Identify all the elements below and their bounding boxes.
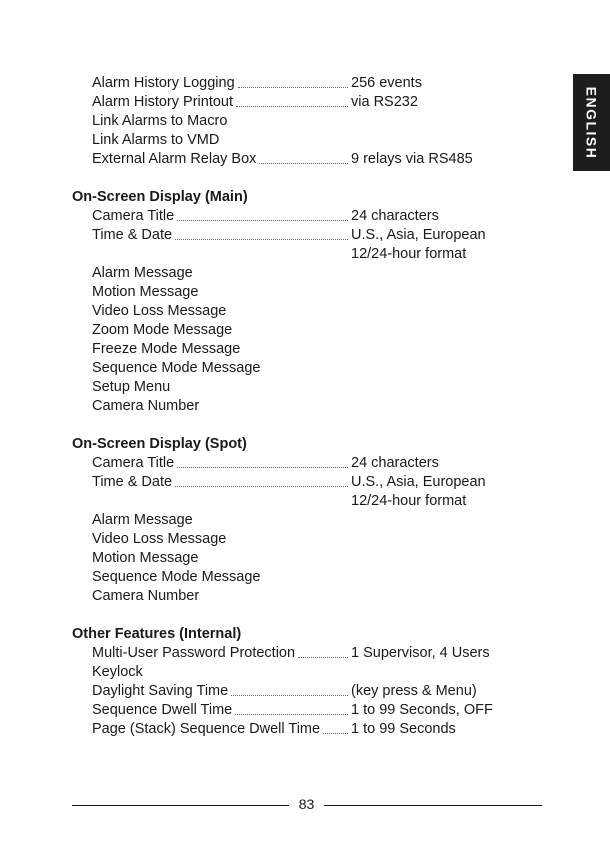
footer-rule [72, 805, 289, 806]
spec-row [72, 549, 542, 568]
spec-row [72, 245, 542, 264]
spec-value: 12/24-hour format [351, 493, 467, 509]
dot-leader [323, 733, 348, 734]
spec-row [72, 302, 542, 321]
spec-label: External Alarm Relay Box [92, 151, 257, 167]
section-heading: On-Screen Display (Main) [72, 189, 248, 205]
spec-label: Camera Title [92, 208, 175, 224]
spec-label: Motion Message [92, 284, 199, 300]
spec-label: Daylight Saving Time [92, 683, 229, 699]
dot-leader [231, 695, 348, 696]
footer-rule [324, 805, 542, 806]
dot-leader [238, 87, 348, 88]
spec-row [72, 321, 542, 340]
spec-row [72, 473, 542, 492]
spec-row [72, 454, 542, 473]
spec-row [72, 112, 542, 131]
spec-label: Camera Title [92, 455, 175, 471]
spec-label: Keylock [92, 664, 143, 680]
page-number: 83 [298, 796, 315, 812]
spec-row [72, 226, 542, 245]
spec-value: 24 characters [351, 455, 439, 471]
spec-label: Alarm History Logging [92, 75, 235, 91]
spec-row [72, 93, 542, 112]
spec-label: Time & Date [92, 474, 173, 490]
section-heading: Other Features (Internal) [72, 626, 242, 642]
spec-row [72, 492, 542, 511]
spec-row [72, 131, 542, 150]
spec-label: Motion Message [92, 550, 199, 566]
spec-label: Setup Menu [92, 379, 171, 395]
spec-row [72, 530, 542, 549]
spec-label: Camera Number [92, 588, 200, 604]
spec-value: (key press & Menu) [351, 683, 477, 699]
section-heading: On-Screen Display (Spot) [72, 436, 247, 452]
spec-label: Multi-User Password Protection [92, 645, 296, 661]
spec-row [72, 74, 542, 93]
spec-row [72, 511, 542, 530]
dot-leader [298, 657, 348, 658]
spec-label: Sequence Mode Message [92, 360, 261, 376]
language-tab [573, 74, 610, 171]
spec-label: Video Loss Message [92, 303, 227, 319]
spec-value: 24 characters [351, 208, 439, 224]
spec-label: Alarm Message [92, 512, 193, 528]
spec-label: Video Loss Message [92, 531, 227, 547]
spec-value: 1 to 99 Seconds [351, 721, 456, 737]
spec-row [72, 701, 542, 720]
spec-value: U.S., Asia, European [351, 474, 486, 490]
spec-label: Zoom Mode Message [92, 322, 233, 338]
dot-leader [177, 467, 348, 468]
page-footer [72, 793, 542, 817]
spec-row [72, 587, 542, 606]
spec-row [72, 663, 542, 682]
dot-leader [259, 163, 348, 164]
spec-row [72, 397, 542, 416]
dot-leader [177, 220, 348, 221]
spec-value: 1 Supervisor, 4 Users [351, 645, 490, 661]
spec-row [72, 682, 542, 701]
spec-row [72, 264, 542, 283]
spec-content [72, 74, 542, 739]
dot-leader [175, 239, 348, 240]
dot-leader [235, 714, 348, 715]
spec-label: Page (Stack) Sequence Dwell Time [92, 721, 321, 737]
spec-row [72, 644, 542, 663]
spec-value: 256 events [351, 75, 422, 91]
dot-leader [236, 106, 348, 107]
spec-row [72, 720, 542, 739]
spec-row [72, 568, 542, 587]
spec-row [72, 359, 542, 378]
dot-leader [175, 486, 348, 487]
spec-row [72, 378, 542, 397]
spec-label: Link Alarms to Macro [92, 113, 228, 129]
spec-row [72, 150, 542, 169]
spec-row [72, 283, 542, 302]
spec-label: Sequence Mode Message [92, 569, 261, 585]
spec-label: Time & Date [92, 227, 173, 243]
spec-label: Sequence Dwell Time [92, 702, 233, 718]
spec-label: Freeze Mode Message [92, 341, 241, 357]
spec-value: via RS232 [351, 94, 418, 110]
spec-label: Alarm Message [92, 265, 193, 281]
spec-value: 12/24-hour format [351, 246, 467, 262]
language-tab-label: ENGLISH [583, 86, 600, 159]
spec-value: U.S., Asia, European [351, 227, 486, 243]
spec-label: Link Alarms to VMD [92, 132, 220, 148]
spec-row [72, 207, 542, 226]
spec-row [72, 340, 542, 359]
spec-label: Camera Number [92, 398, 200, 414]
spec-label: Alarm History Printout [92, 94, 234, 110]
spec-value: 9 relays via RS485 [351, 151, 473, 167]
spec-value: 1 to 99 Seconds, OFF [351, 702, 493, 718]
